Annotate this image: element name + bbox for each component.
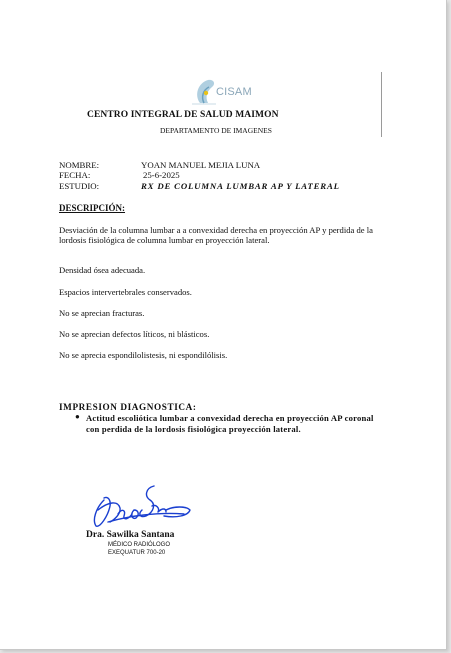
study-label: ESTUDIO: [59,181,100,191]
description-paragraph: No se aprecia espondilolistesis, ni espondilólisis. [59,350,228,360]
impression-heading: IMPRESION DIAGNOSTICA: [59,402,197,412]
signature-name: Dra. Sawilka Santana [86,530,175,540]
date-label: FECHA: [59,170,91,180]
signature-exequatur: EXEQUATUR 700-20 [108,550,166,556]
date-value: 25-6-2025 [143,170,180,180]
signature-role: MÉDICO RADIÓLOGO [108,542,171,548]
bullet-icon: ● [75,412,80,421]
institution-title: CENTRO INTEGRAL DE SALUD MAIMON [87,110,279,120]
handwritten-signature-icon [88,480,194,530]
description-paragraph: Desviación de la columna lumbar a a convexidad derecha en proyección AP y perdida de la lordosis fisiológica de columna lumbar en proyección lateral. [59,225,373,245]
description-paragraph: Espacios intervertebrales conservados. [59,287,192,297]
department-title: DEPARTAMENTO DE IMAGENES [160,126,272,135]
description-heading: DESCRIPCIÓN: [59,203,126,213]
description-paragraph: Densidad ósea adecuada. [59,265,146,275]
margin-marker [381,72,382,137]
name-label: NOMBRE: [59,160,100,170]
logo-text: CISAM [216,86,252,98]
impression-item: Actitud escoliótica lumbar a convexidad derecha en proyección AP coronal con perdida de la lordosis fisiológica proyección lateral. [86,413,374,434]
study-value: RX DE COLUMNA LUMBAR AP Y LATERAL [141,181,340,191]
description-paragraph: No se aprecian fracturas. [59,308,145,318]
name-value: YOAN MANUEL MEJIA LUNA [141,160,261,170]
description-paragraph: No se aprecian defectos líticos, ni blásticos. [59,329,210,339]
